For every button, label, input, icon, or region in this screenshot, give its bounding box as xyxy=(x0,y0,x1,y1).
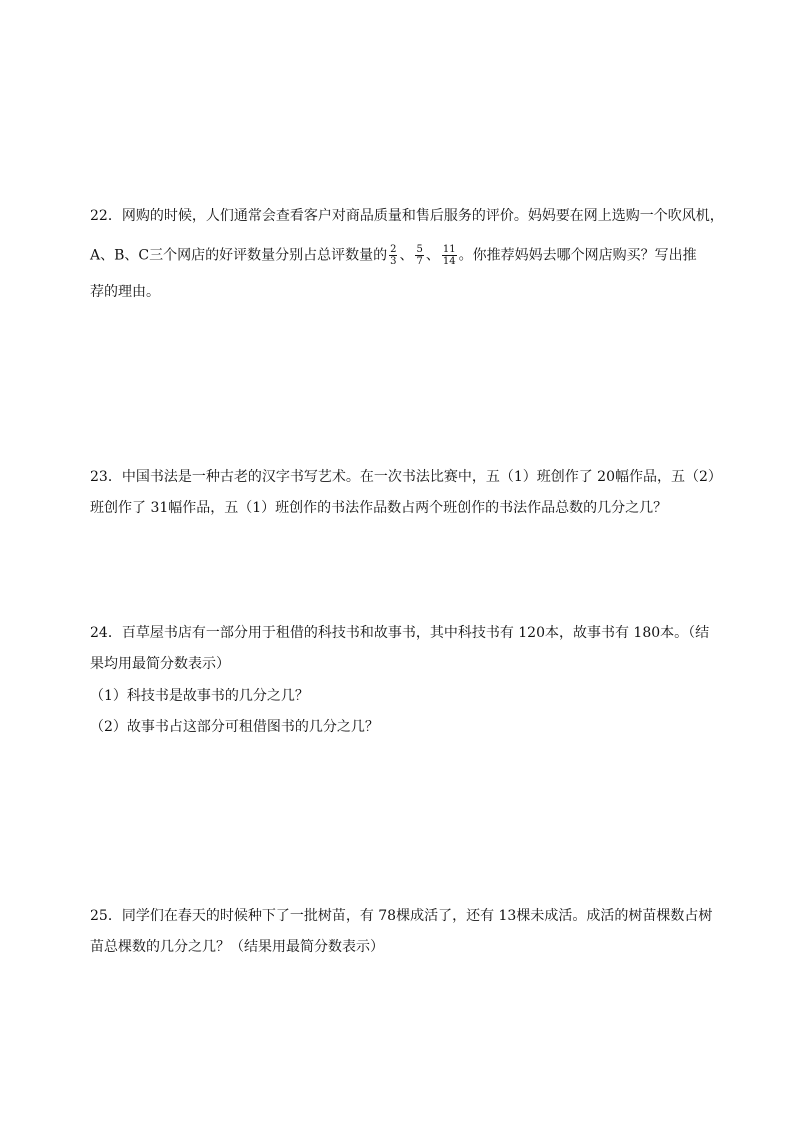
q22-line-2 xyxy=(90,244,730,267)
q24-sub-question-2: （2）故事书占这部分可租借图书的几分之几？ xyxy=(90,719,379,735)
fraction-b-numerator: 5 xyxy=(416,244,423,255)
q23-line-1: 23．中国书法是一种古老的汉字书写艺术。在一次书法比赛中，五（1）班创作了 20幅作品，五（2） xyxy=(90,469,722,485)
q24-line-2: 果均用最简分数表示） xyxy=(90,656,230,672)
separator-1: 、 xyxy=(399,247,414,264)
q25-line-2: 苗总棵数的几分之几？（结果用最简分数表示） xyxy=(90,939,384,955)
q22-line-3: 荐的理由。 xyxy=(90,284,160,300)
q24-sub-question-1: （1）科技书是故事书的几分之几？ xyxy=(90,688,309,704)
fraction-a xyxy=(389,244,397,267)
fraction-c-denominator: 14 xyxy=(442,256,456,267)
q22-line-2-suffix: 。你推荐妈妈去哪个网店购买？写出推 xyxy=(458,247,697,264)
fraction-b xyxy=(415,244,423,267)
q25-line-1: 25．同学们在春天的时候种下了一批树苗，有 78棵成活了，还有 13棵未成活。成活的树苗棵数占树 xyxy=(90,908,713,924)
fraction-b-denominator: 7 xyxy=(416,256,423,267)
q22-line-2-prefix: A、B、C三个网店的好评数量分别占总评数量的 xyxy=(90,247,388,264)
q23-line-2: 班创作了 31幅作品，五（1）班创作的书法作品数占两个班创作的书法作品总数的几分之几？ xyxy=(90,500,668,516)
fraction-a-numerator: 2 xyxy=(390,244,397,255)
fraction-a-denominator: 3 xyxy=(390,256,397,267)
q24-line-1: 24．百草屋书店有一部分用于租借的科技书和故事书，其中科技书有 120本，故事书有 180本。（结 xyxy=(90,625,710,641)
fraction-c xyxy=(442,244,457,267)
separator-2: 、 xyxy=(425,247,440,264)
fraction-c-numerator: 11 xyxy=(442,244,456,255)
q22-line-1: 22．网购的时候，人们通常会查看客户对商品质量和售后服务的评价。妈妈要在网上选购一个吹风机， xyxy=(90,208,724,224)
